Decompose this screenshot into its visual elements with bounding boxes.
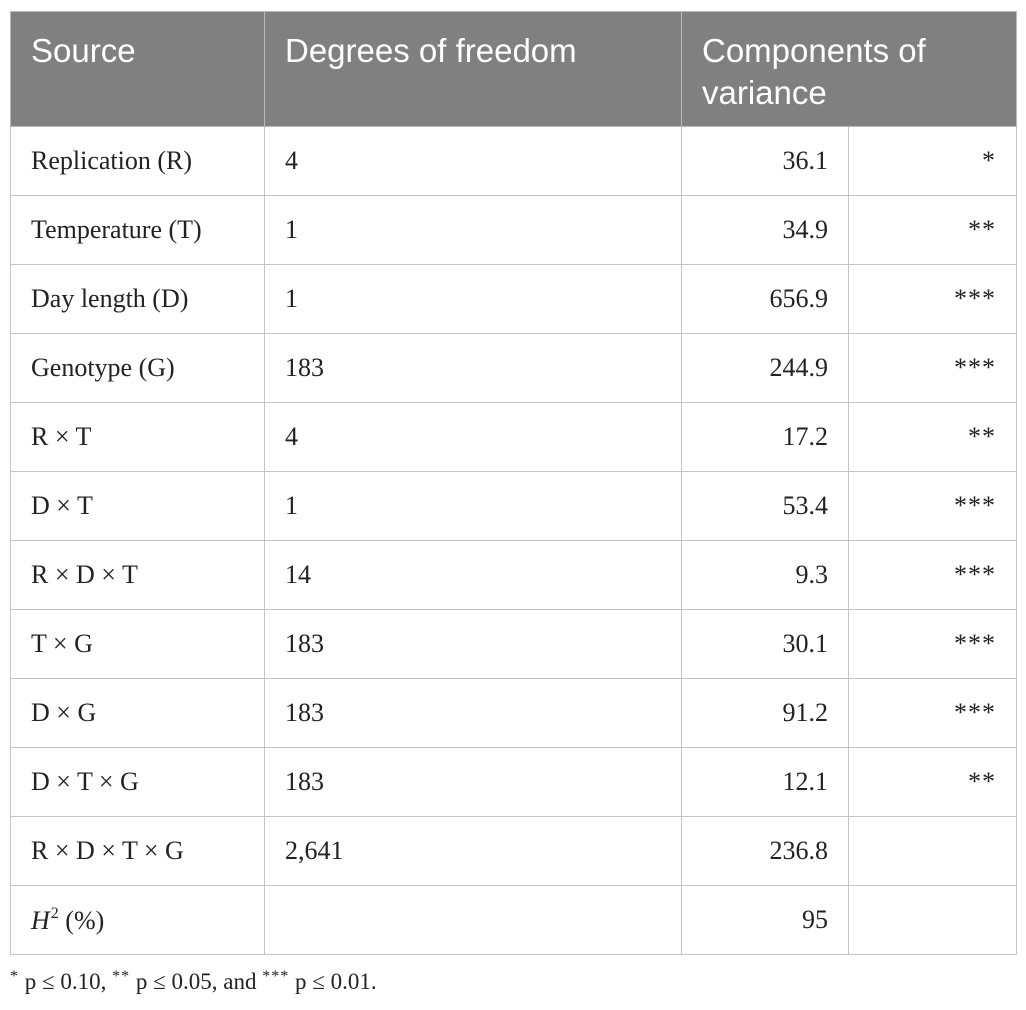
footnote-text-1: p ≤ 0.10, <box>19 969 113 994</box>
df-cell: 1 <box>265 265 682 334</box>
significance-cell: * <box>849 127 1017 196</box>
header-degrees-of-freedom: Degrees of freedom <box>265 12 682 127</box>
df-cell: 183 <box>265 610 682 679</box>
source-cell: R × D × T × G <box>11 817 265 886</box>
significance-cell: *** <box>849 541 1017 610</box>
significance-footnote <box>10 968 377 995</box>
heritability-unit: (%) <box>65 905 105 935</box>
df-cell: 1 <box>265 196 682 265</box>
table-row <box>11 403 1017 472</box>
footnote-asterisk-1: * <box>10 968 19 985</box>
source-cell: Replication (R) <box>11 127 265 196</box>
table-row <box>11 817 1017 886</box>
table-row <box>11 610 1017 679</box>
significance-cell: *** <box>849 334 1017 403</box>
source-cell: D × T × G <box>11 748 265 817</box>
heritability-superscript: 2 <box>50 904 59 922</box>
variance-cell: 30.1 <box>682 610 849 679</box>
source-cell: R × T <box>11 403 265 472</box>
footnote-asterisk-2: ** <box>112 968 131 985</box>
table-header-row <box>11 12 1017 127</box>
heritability-significance <box>849 886 1017 955</box>
source-cell: T × G <box>11 610 265 679</box>
table-body <box>11 127 1017 955</box>
df-cell: 14 <box>265 541 682 610</box>
df-cell: 1 <box>265 472 682 541</box>
significance-cell: ** <box>849 196 1017 265</box>
df-cell: 183 <box>265 334 682 403</box>
variance-cell: 656.9 <box>682 265 849 334</box>
heritability-value: 95 <box>682 886 849 955</box>
table-row <box>11 265 1017 334</box>
table-row <box>11 127 1017 196</box>
table-row <box>11 334 1017 403</box>
table-row <box>11 679 1017 748</box>
footnote-text-3: p ≤ 0.01. <box>289 969 377 994</box>
heritability-df <box>265 886 682 955</box>
variance-cell: 34.9 <box>682 196 849 265</box>
significance-cell: *** <box>849 265 1017 334</box>
table-row-heritability <box>11 886 1017 955</box>
heritability-symbol: H <box>31 905 50 935</box>
source-cell: D × T <box>11 472 265 541</box>
header-source: Source <box>11 12 265 127</box>
df-cell: 4 <box>265 127 682 196</box>
footnote-text-2: p ≤ 0.05, and <box>130 969 263 994</box>
variance-cell: 9.3 <box>682 541 849 610</box>
df-cell: 183 <box>265 748 682 817</box>
source-cell: Genotype (G) <box>11 334 265 403</box>
variance-cell: 91.2 <box>682 679 849 748</box>
significance-cell <box>849 817 1017 886</box>
variance-cell: 17.2 <box>682 403 849 472</box>
source-cell: D × G <box>11 679 265 748</box>
variance-components-table <box>10 11 1017 955</box>
significance-cell: *** <box>849 472 1017 541</box>
variance-cell: 53.4 <box>682 472 849 541</box>
df-cell: 2,641 <box>265 817 682 886</box>
table-row <box>11 472 1017 541</box>
heritability-label <box>11 886 265 955</box>
source-cell: Temperature (T) <box>11 196 265 265</box>
significance-cell: *** <box>849 610 1017 679</box>
variance-cell: 36.1 <box>682 127 849 196</box>
header-components-of-variance: Components of variance <box>682 12 1017 127</box>
table-row <box>11 541 1017 610</box>
table-row <box>11 748 1017 817</box>
significance-cell: ** <box>849 748 1017 817</box>
table-row <box>11 196 1017 265</box>
significance-cell: ** <box>849 403 1017 472</box>
significance-cell: *** <box>849 679 1017 748</box>
variance-cell: 12.1 <box>682 748 849 817</box>
variance-cell: 244.9 <box>682 334 849 403</box>
footnote-asterisk-3: *** <box>262 968 290 985</box>
source-cell: R × D × T <box>11 541 265 610</box>
source-cell: Day length (D) <box>11 265 265 334</box>
df-cell: 183 <box>265 679 682 748</box>
df-cell: 4 <box>265 403 682 472</box>
variance-cell: 236.8 <box>682 817 849 886</box>
